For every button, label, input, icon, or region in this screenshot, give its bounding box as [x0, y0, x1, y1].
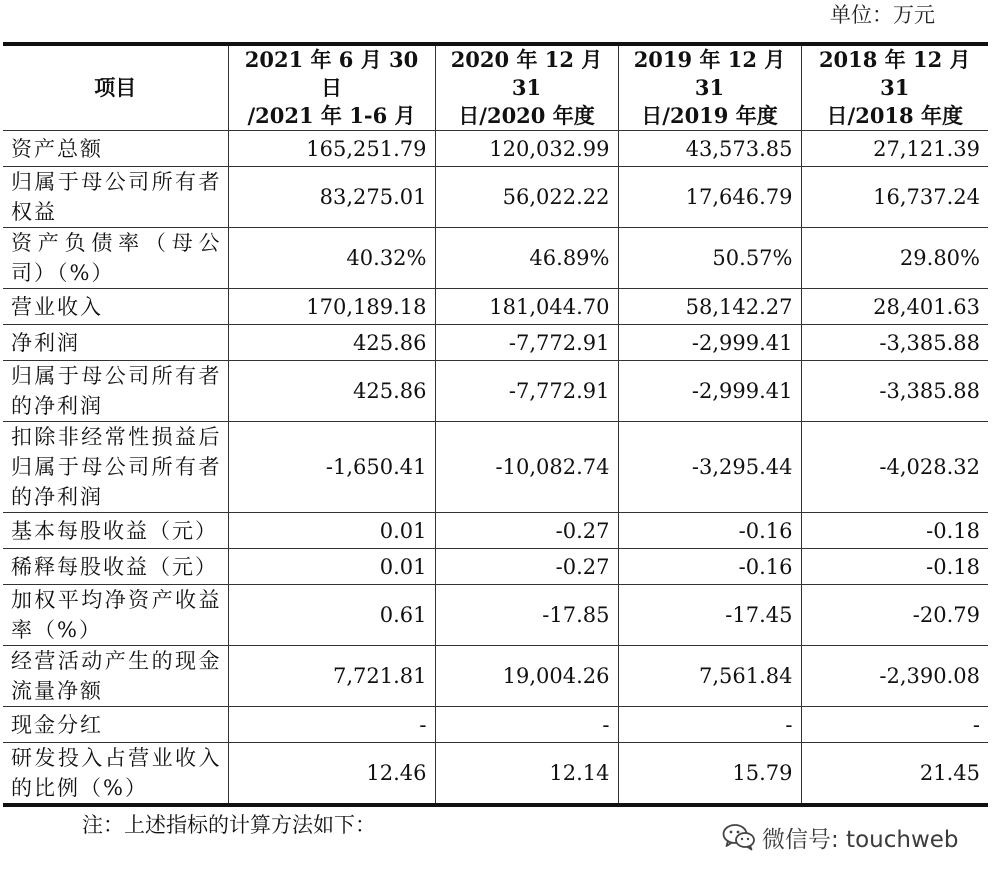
value-cell-2020: -7,772.91 — [435, 325, 618, 361]
table-row — [3, 131, 988, 167]
row-label: 稀释每股收益（元） — [3, 549, 228, 585]
table-body — [3, 131, 988, 806]
value-cell-2021: 170,189.18 — [228, 289, 435, 325]
table-row — [3, 228, 988, 289]
footnote: 注：上述指标的计算方法如下： — [82, 813, 376, 837]
header-cell-2018: 2018 年 12 月 31 日/2018 年度 — [801, 44, 988, 131]
value-cell-2021: 0.01 — [228, 513, 435, 549]
value-cell-2021: -1,650.41 — [228, 422, 435, 513]
value-cell-2021: 83,275.01 — [228, 167, 435, 228]
value-cell-2018: 21.45 — [801, 743, 988, 806]
value-cell-2018: 28,401.63 — [801, 289, 988, 325]
header-row — [3, 44, 988, 131]
value-cell-2020: -0.27 — [435, 513, 618, 549]
row-label: 扣除非经常性损益后归属于母公司所有者的净利润 — [3, 422, 228, 513]
value-cell-2019: -17.45 — [618, 585, 801, 646]
value-cell-2021: 425.86 — [228, 361, 435, 422]
value-cell-2018: -3,385.88 — [801, 325, 988, 361]
value-cell-2018: -0.18 — [801, 549, 988, 585]
table-row — [3, 361, 988, 422]
watermark-text: 微信号: touchweb — [762, 826, 959, 853]
header-cell-2020: 2020 年 12 月 31 日/2020 年度 — [435, 44, 618, 131]
value-cell-2018: -3,385.88 — [801, 361, 988, 422]
table-row — [3, 167, 988, 228]
table-row — [3, 289, 988, 325]
table-row — [3, 513, 988, 549]
value-cell-2020: 56,022.22 — [435, 167, 618, 228]
table-row — [3, 325, 988, 361]
value-cell-2019: 7,561.84 — [618, 646, 801, 707]
value-cell-2021: - — [228, 707, 435, 743]
value-cell-2019: 58,142.27 — [618, 289, 801, 325]
value-cell-2021: 0.01 — [228, 549, 435, 585]
value-cell-2018: -0.18 — [801, 513, 988, 549]
value-cell-2019: 15.79 — [618, 743, 801, 806]
value-cell-2021: 40.32% — [228, 228, 435, 289]
row-label: 营业收入 — [3, 289, 228, 325]
table-row — [3, 549, 988, 585]
financial-indicators-table — [3, 42, 988, 807]
value-cell-2018: 29.80% — [801, 228, 988, 289]
wechat-watermark — [722, 822, 959, 852]
value-cell-2018: 16,737.24 — [801, 167, 988, 228]
row-label: 资产负债率（母公司）（%） — [3, 228, 228, 289]
row-label: 基本每股收益（元） — [3, 513, 228, 549]
value-cell-2020: 120,032.99 — [435, 131, 618, 167]
header-cell-2021: 2021 年 6 月 30 日 /2021 年 1-6 月 — [228, 44, 435, 131]
wechat-icon — [722, 823, 756, 851]
value-cell-2019: -0.16 — [618, 513, 801, 549]
value-cell-2020: - — [435, 707, 618, 743]
header-cell-2019: 2019 年 12 月 31 日/2019 年度 — [618, 44, 801, 131]
value-cell-2018: 27,121.39 — [801, 131, 988, 167]
unit-label: 单位：万元 — [830, 3, 935, 27]
value-cell-2018: -2,390.08 — [801, 646, 988, 707]
value-cell-2020: -10,082.74 — [435, 422, 618, 513]
table-row — [3, 743, 988, 806]
value-cell-2019: -0.16 — [618, 549, 801, 585]
table-header — [3, 44, 988, 131]
value-cell-2018: -4,028.32 — [801, 422, 988, 513]
value-cell-2021: 425.86 — [228, 325, 435, 361]
row-label: 现金分红 — [3, 707, 228, 743]
value-cell-2021: 12.46 — [228, 743, 435, 806]
table-row — [3, 646, 988, 707]
row-label: 经营活动产生的现金流量净额 — [3, 646, 228, 707]
value-cell-2019: 43,573.85 — [618, 131, 801, 167]
value-cell-2018: - — [801, 707, 988, 743]
value-cell-2021: 0.61 — [228, 585, 435, 646]
row-label: 归属于母公司所有者权益 — [3, 167, 228, 228]
row-label: 资产总额 — [3, 131, 228, 167]
value-cell-2020: -7,772.91 — [435, 361, 618, 422]
table-row — [3, 585, 988, 646]
value-cell-2021: 165,251.79 — [228, 131, 435, 167]
row-label: 加权平均净资产收益率（%） — [3, 585, 228, 646]
row-label: 净利润 — [3, 325, 228, 361]
value-cell-2020: 12.14 — [435, 743, 618, 806]
value-cell-2019: -3,295.44 — [618, 422, 801, 513]
value-cell-2019: 50.57% — [618, 228, 801, 289]
value-cell-2020: 19,004.26 — [435, 646, 618, 707]
row-label: 归属于母公司所有者的净利润 — [3, 361, 228, 422]
value-cell-2018: -20.79 — [801, 585, 988, 646]
table-row — [3, 422, 988, 513]
value-cell-2020: -0.27 — [435, 549, 618, 585]
value-cell-2019: -2,999.41 — [618, 325, 801, 361]
value-cell-2021: 7,721.81 — [228, 646, 435, 707]
value-cell-2019: -2,999.41 — [618, 361, 801, 422]
value-cell-2020: 181,044.70 — [435, 289, 618, 325]
header-cell-item: 项目 — [3, 44, 228, 131]
row-label: 研发投入占营业收入的比例（%） — [3, 743, 228, 806]
value-cell-2019: 17,646.79 — [618, 167, 801, 228]
table-row — [3, 707, 988, 743]
value-cell-2020: 46.89% — [435, 228, 618, 289]
value-cell-2019: - — [618, 707, 801, 743]
value-cell-2020: -17.85 — [435, 585, 618, 646]
